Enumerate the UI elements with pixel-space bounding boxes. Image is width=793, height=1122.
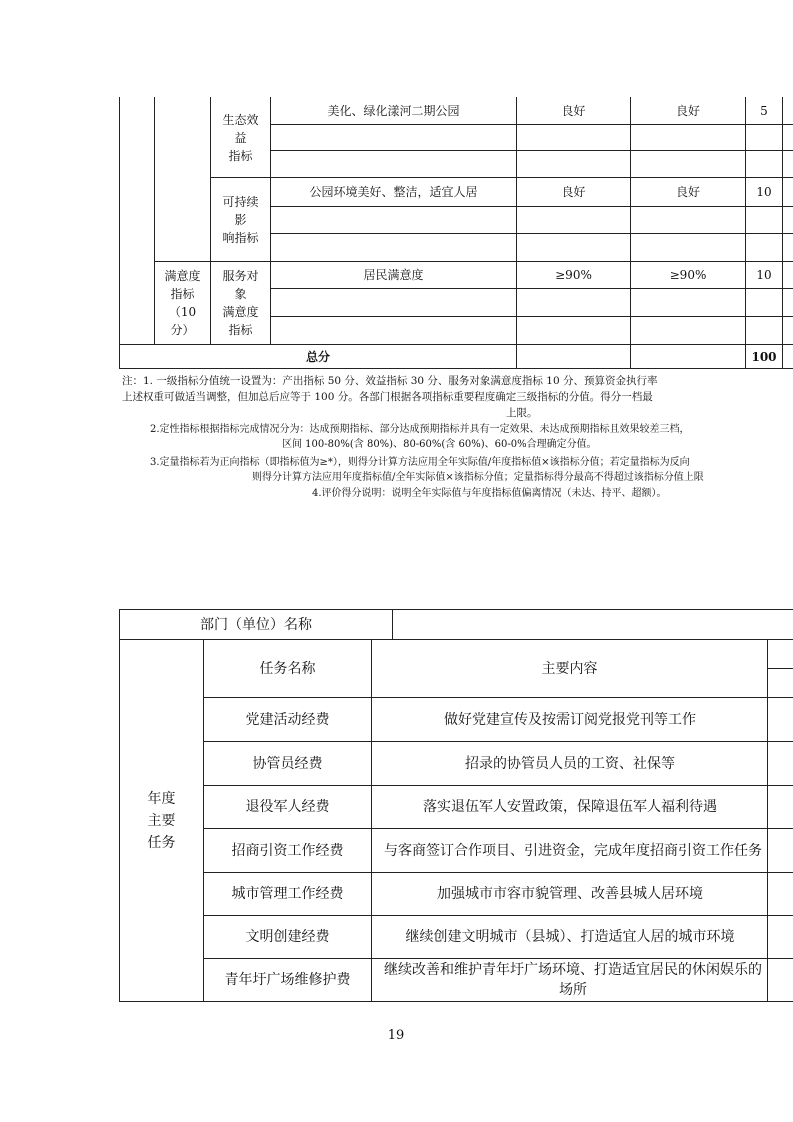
task-content-cell: 落实退伍军人安置政策，保障退伍军人福利待遇 (423, 799, 717, 815)
task-name-header: 任务名称 (259, 660, 316, 677)
indicator-cell: 公园环境美好、整洁，适宜人居 (309, 185, 478, 199)
note-line: 则得分计算方法应用年度指标值/全年实际值×该指标分值；定量指标得分最高不得超过该指标分值上限 (252, 472, 704, 483)
task-content-cell: 招录的协管员人员的工资、社保等 (465, 755, 675, 772)
total-score-label: 总分 (305, 349, 330, 364)
task-name-cell: 招商引资工作经费 (231, 842, 344, 859)
note-line: 2.定性指标根据指标完成情况分为：达成预期指标、部分达成预期指标并具有一定效果、未达成预期指标且效果较差三档， (150, 424, 690, 435)
note-line: 注：1. 一级指标分值统一设置为：产出指标 50 分、效益指标 30 分、服务对象满意度指标 10 分、预算资金执行率 (122, 375, 658, 387)
category-cell: 生态效 益 指标 (222, 112, 259, 163)
task-name-cell: 退役军人经费 (245, 799, 330, 815)
department-name-label: 部门（单位）名称 (200, 616, 312, 633)
indicator-cell: 美化、绿化漾河二期公园 (327, 104, 460, 118)
task-content-cell: 与客商签订合作项目、引进资金，完成年度招商引资工作任务 (384, 842, 762, 859)
page-number: 19 (387, 1028, 405, 1043)
target-value-cell: 良好 (561, 185, 586, 199)
group-cell: 满意度 指标 （10 分） (164, 269, 201, 337)
task-content-cell: 继续改善和维护青年圩广场环境、打造适宜居民的休闲娱乐的场所 (384, 962, 762, 998)
task-name-cell: 党建活动经费 (245, 711, 330, 728)
actual-value-cell: ≥90% (669, 268, 707, 282)
task-content-cell: 做好党建宣传及按需订阅党报党刊等工作 (444, 711, 696, 728)
target-value-cell: ≥90% (555, 268, 592, 282)
note-line: 区间 100-80%(含 80%)、80-60%(含 60%)、60-0%合理确定分值。 (282, 439, 597, 450)
task-content-cell: 加强城市市容市貌管理、改善县城人居环境 (437, 886, 703, 902)
task-content-cell: 继续创建文明城市（县城）、打造适宜人居的城市环境 (405, 929, 735, 945)
category-cell: 服务对 象 满意度 指标 (222, 269, 259, 337)
score-cell: 5 (760, 104, 768, 118)
note-line: 3.定量指标若为正向指标（即指标值为≥*），则得分计算方法应用全年实际值/年度指标值×该指标分值；若定量指标为反向 (150, 457, 690, 468)
task-name-cell: 城市管理工作经费 (231, 886, 344, 902)
score-cell: 10 (756, 185, 772, 199)
actual-value-cell: 良好 (675, 104, 700, 118)
note-line: 上限。 (506, 407, 538, 419)
total-score-value: 100 (751, 349, 777, 364)
annual-tasks-section-label: 年度 主要 任务 (147, 790, 176, 851)
score-cell: 10 (756, 268, 772, 282)
task-name-cell: 青年圩广场维修护费 (224, 972, 351, 988)
task-name-cell: 文明创建经费 (245, 929, 330, 945)
indicator-cell: 居民满意度 (363, 268, 424, 282)
category-cell: 可持续 影 响指标 (222, 194, 259, 245)
note-line: 4.评价得分说明：说明全年实际值与年度指标值偏离情况（未达、持平、超额）。 (312, 488, 667, 499)
target-value-cell: 良好 (561, 104, 586, 118)
main-content-header: 主要内容 (541, 660, 598, 677)
actual-value-cell: 良好 (675, 185, 700, 199)
task-name-cell: 协管员经费 (252, 755, 323, 772)
note-line: 上述权重可做适当调整，但加总后应等于 100 分。各部门根据各项指标重要程度确定三级指标的分值。得分一档最 (122, 391, 653, 403)
